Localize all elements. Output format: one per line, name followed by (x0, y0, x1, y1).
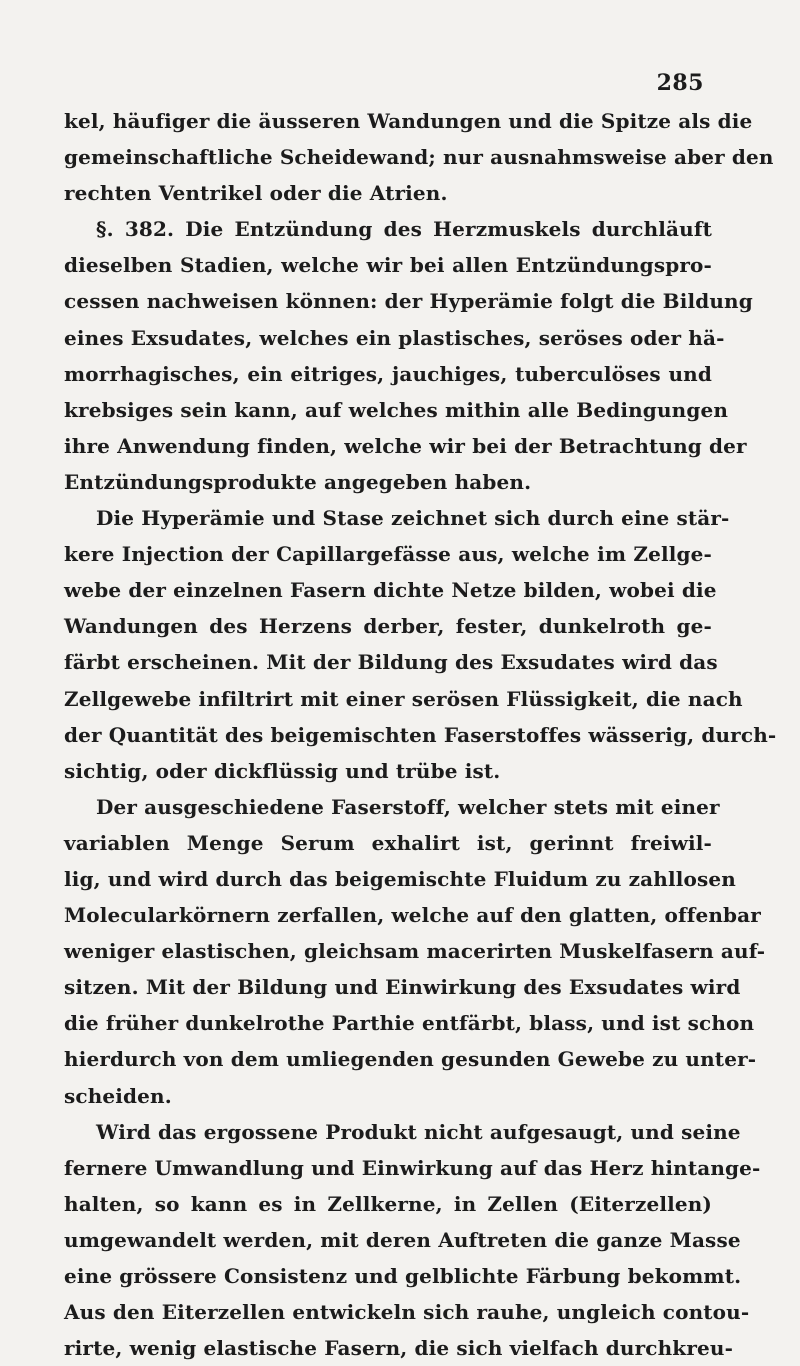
text-line: cessen nachweisen können: der Hyperämie folgt die Bildung (64, 289, 753, 314)
body-text (64, 103, 777, 1366)
text-line: scheiden. (64, 1083, 172, 1108)
text-line: Zellgewebe infiltrirt mit einer serösen Flüssigkeit, die nach (64, 686, 743, 711)
text-line: Aus den Eiterzellen entwickeln sich rauhe, ungleich contou- (64, 1300, 750, 1325)
text-line: rirte, wenig elastische Fasern, die sich vielfach durchkreu- (64, 1336, 734, 1361)
text-line: fernere Umwandlung und Einwirkung auf das Herz hintange- (64, 1155, 761, 1180)
text-line: webe der einzelnen Fasern dichte Netze bilden, wobei die (64, 578, 717, 603)
text-line: umgewandelt werden, mit deren Auftreten die ganze Masse (64, 1227, 741, 1252)
text-line: weniger elastischen, gleichsam macerirten Muskelfasern auf- (64, 939, 766, 964)
text-line: halten, so kann es in Zellkerne, in Zellen (Eiterzellen) (64, 1191, 712, 1216)
page-number: 285 (656, 70, 704, 96)
text-line: sitzen. Mit der Bildung und Einwirkung des Exsudates wird (64, 975, 741, 1000)
text-line: gemeinschaftliche Scheidewand; nur ausnahmsweise aber den (64, 145, 774, 170)
text-line: dieselben Stadien, welche wir bei allen Entzündungspro- (64, 253, 712, 278)
text-line: variablen Menge Serum exhalirt ist, gerinnt freiwil- (64, 830, 712, 855)
text-line: Wird das ergossene Produkt nicht aufgesaugt, und seine (96, 1119, 741, 1144)
text-line: der Quantität des beigemischten Faserstoffes wässerig, durch- (64, 722, 777, 747)
text-line: sichtig, oder dickflüssig und trübe ist. (64, 758, 501, 783)
text-line: krebsiges sein kann, auf welches mithin alle Bedingungen (64, 397, 729, 422)
text-line: Der ausgeschiedene Faserstoff, welcher stets mit einer (96, 794, 720, 819)
text-line: eine grössere Consistenz und gelblichte Färbung bekommt. (64, 1264, 742, 1288)
text-line: §. 382. Die Entzündung des Herzmuskels durchläuft (96, 217, 712, 242)
text-line: kel, häufiger die äusseren Wandungen und die Spitze als die (64, 109, 753, 133)
text-line: ihre Anwendung finden, welche wir bei der Betrachtung der (64, 433, 747, 458)
text-line: rechten Ventrikel oder die Atrien. (64, 181, 448, 206)
text-line: die früher dunkelrothe Parthie entfärbt, blass, und ist schon (64, 1011, 755, 1036)
text-line: färbt erscheinen. Mit der Bildung des Exsudates wird das (64, 650, 718, 675)
text-line: Entzündungsprodukte angegeben haben. (64, 469, 532, 494)
text-line: lig, und wird durch das beigemischte Fluidum zu zahllosen (64, 866, 736, 891)
text-line: Die Hyperämie und Stase zeichnet sich durch eine stär- (96, 506, 730, 531)
text-line: hierdurch von dem umliegenden gesunden Gewebe zu unter- (64, 1047, 757, 1072)
text-line: kere Injection der Capillargefässe aus, welche im Zellge- (64, 542, 712, 567)
text-line: morrhagisches, ein eitriges, jauchiges, tuberculöses und (64, 361, 712, 386)
text-line: Molecularkörnern zerfallen, welche auf den glatten, offenbar (64, 903, 761, 928)
text-line: eines Exsudates, welches ein plastisches, seröses oder hä- (64, 325, 725, 350)
text-line: Wandungen des Herzens derber, fester, dunkelroth ge- (64, 614, 712, 639)
